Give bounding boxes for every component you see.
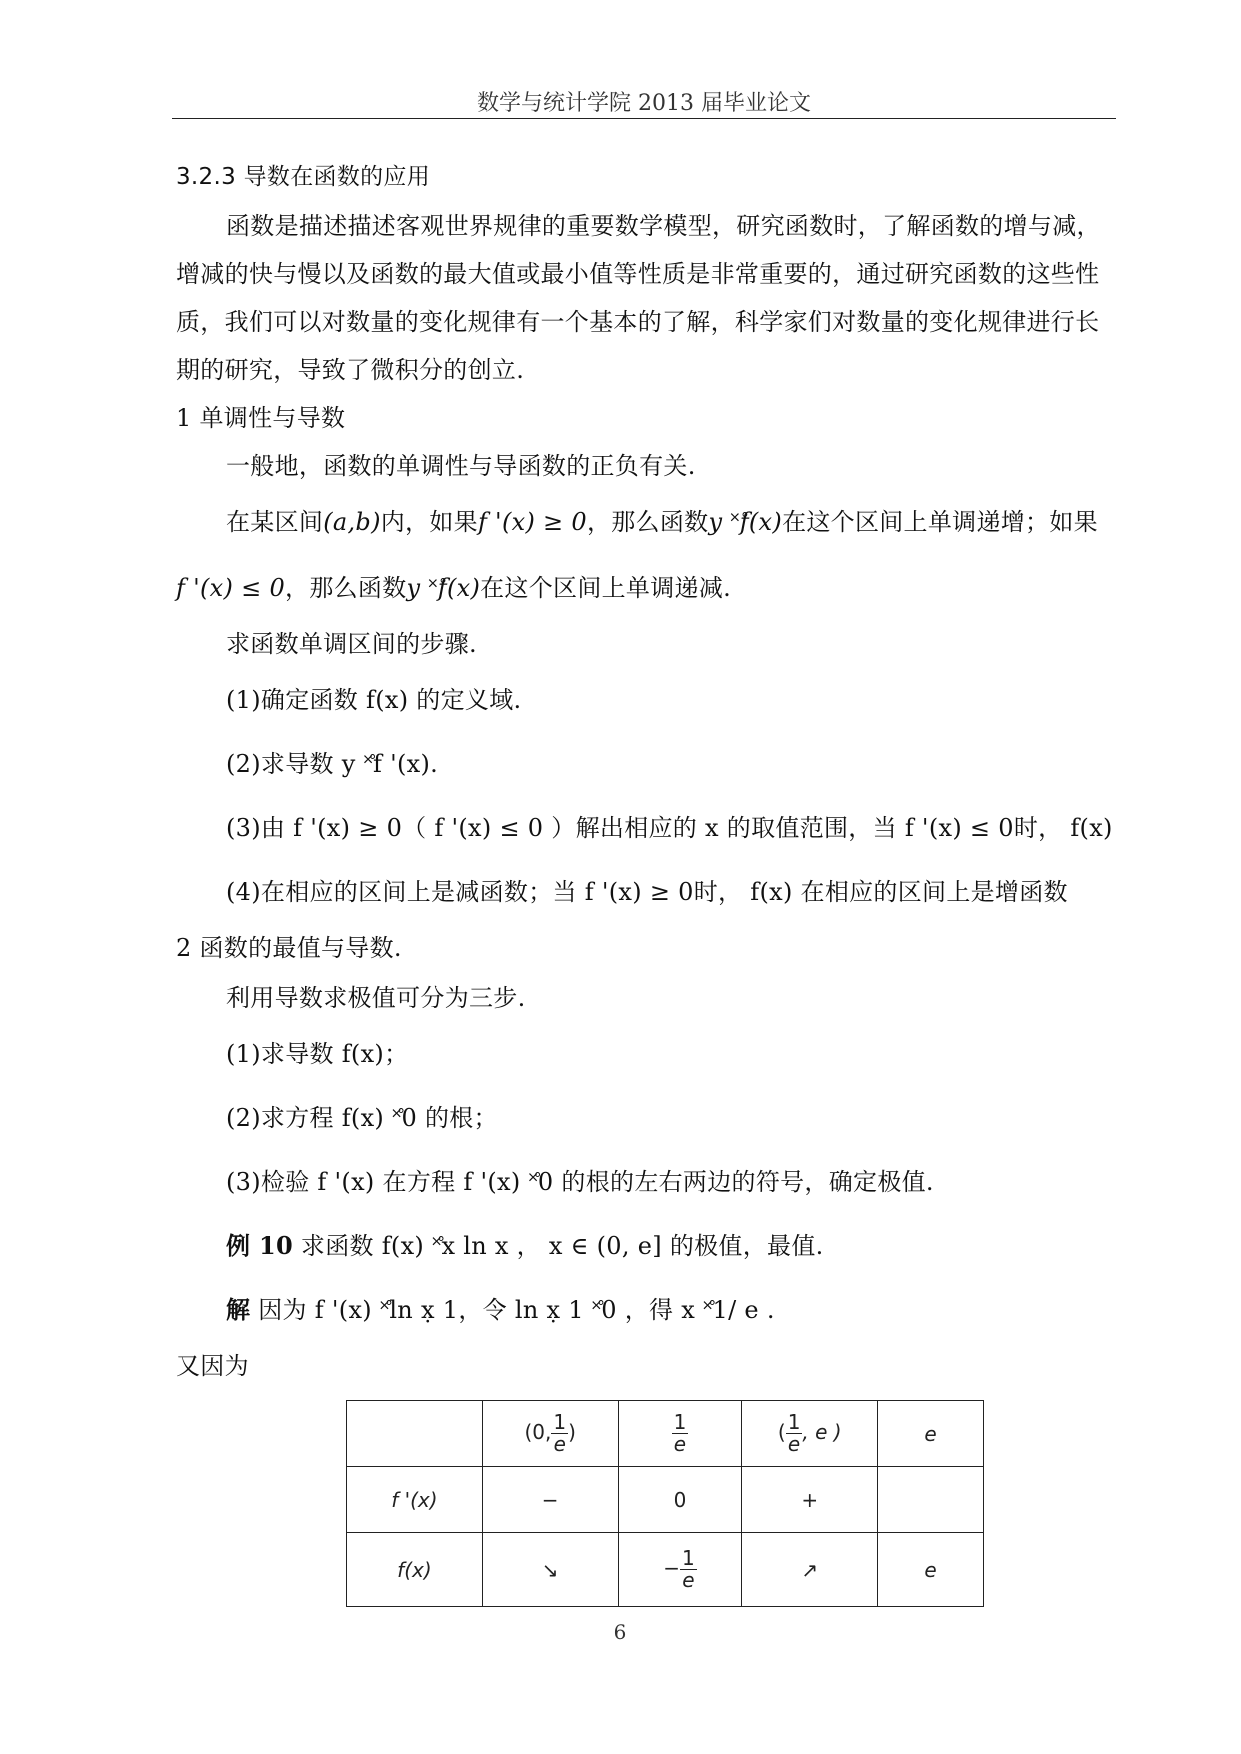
part2-paragraph-1: 利用导数求极值可分为三步. <box>226 984 526 1012</box>
row-label-function: f(x) <box>347 1533 483 1607</box>
increase-arrow-icon: ↗ <box>742 1533 878 1607</box>
row-label-derivative: f '(x) <box>347 1467 483 1533</box>
part1-title: 1 单调性与导数 <box>176 404 346 432</box>
solution-label: 解 <box>226 1295 251 1324</box>
running-header: 数学与统计学院 2013 届毕业论文 <box>477 91 811 116</box>
table-cell-min-value: − $\frac{1}{e}$ <box>618 1533 742 1607</box>
table-cell-point <box>618 1401 742 1467</box>
again-because: 又因为 <box>176 1352 249 1380</box>
fraction: $\frac{1}{e}$ <box>787 1410 801 1456</box>
step-1: (1)确定函数 f(x) 的定义域. <box>226 686 522 714</box>
intro-line-3: 质，我们可以对数量的变化规律有一个基本的了解，科学家们对数量的变化规律进行长 <box>176 308 1100 336</box>
table-cell-endpoint: e <box>878 1401 984 1467</box>
fraction: $\frac{1}{e}$ <box>681 1546 695 1592</box>
table-cell: 0 <box>618 1467 742 1533</box>
fraction: $\frac{1}{e}$ <box>673 1410 687 1456</box>
part1-paragraph-2a <box>226 502 1098 537</box>
part1-paragraph-1: 一般地，函数的单调性与导函数的正负有关. <box>226 452 696 480</box>
part2-step-1: (1)求导数 f(x)； <box>226 1040 409 1068</box>
function-formula: y ˟̊f(x) <box>406 574 481 602</box>
intro-line-2: 增减的快与慢以及函数的最大值或最小值等性质是非常重要的，通过研究函数的这些性 <box>176 260 1100 288</box>
text-fragment: 在这个区间上单调递增；如果 <box>782 508 1098 536</box>
step-2: (2)求导数 y ˟̊f '(x). <box>226 750 439 778</box>
text-fragment: ，那么函数 <box>285 574 407 602</box>
function-formula: y ˟̊f(x) <box>708 508 783 536</box>
table-cell-empty <box>347 1401 483 1467</box>
page-number: 6 <box>613 1620 627 1644</box>
fraction: $\frac{1}{e}$ <box>553 1410 567 1456</box>
section-heading: 3.2.3 导数在函数的应用 <box>176 164 431 190</box>
table-cell: − <box>482 1467 618 1533</box>
part1-paragraph-2b <box>176 568 731 603</box>
table-cell-interval-1: (0, $\frac{1}{e}$ ) <box>482 1401 618 1467</box>
text-fragment: 在这个区间上单调递减. <box>480 574 732 602</box>
text-fragment: 内，如果 <box>380 508 478 536</box>
part2-title: 2 函数的最值与导数. <box>176 934 402 962</box>
steps-title: 求函数单调区间的步骤. <box>226 630 477 658</box>
table-cell: e <box>878 1533 984 1607</box>
step-4: (4)在相应的区间上是减函数；当 f '(x) ≥ 0时， f(x) 在相应的区间上是增函数 <box>226 878 1068 906</box>
part2-step-2: (2)求方程 f(x) ˟̊0 的根； <box>226 1104 498 1132</box>
interval-formula: (a,b) <box>323 508 381 536</box>
solution <box>226 1290 775 1325</box>
table-row-derivative <box>347 1467 984 1533</box>
intro-line-1: 函数是描述描述客观世界规律的重要数学模型，研究函数时，了解函数的增与减， <box>226 212 1101 240</box>
derivative-condition: f '(x) ≤ 0 <box>176 574 286 602</box>
table-header-row <box>347 1401 984 1467</box>
text-fragment: 在某区间 <box>226 508 324 536</box>
decrease-arrow-icon: ↘ <box>482 1533 618 1607</box>
table-row-function <box>347 1533 984 1607</box>
table-cell <box>878 1467 984 1533</box>
example-label: 例 10 <box>226 1231 293 1260</box>
table-cell-interval-2: ( $\frac{1}{e}$ , e ) <box>742 1401 878 1467</box>
header-rule <box>172 118 1116 119</box>
part2-step-3: (3)检验 f '(x) 在方程 f '(x) ˟̊0 的根的左右两边的符号，确定极值. <box>226 1168 934 1196</box>
solution-text: 因为 f '(x) ˟̊ln x̣ 1，令 ln x̣ 1 ˟̊0 ，得 x ˟̊1/ e . <box>250 1296 775 1324</box>
intro-line-4: 期的研究，导致了微积分的创立. <box>176 356 525 384</box>
example-10 <box>226 1226 824 1261</box>
sign-table <box>346 1400 984 1607</box>
table-cell: + <box>742 1467 878 1533</box>
example-text: 求函数 f(x) ˟̊x ln x ， x ∈ (0, e] 的极值，最值. <box>292 1232 824 1260</box>
step-3: (3)由 f '(x) ≥ 0（ f '(x) ≤ 0 ）解出相应的 x 的取值范围，当 f '(x) ≤ 0时， f(x) <box>226 814 1113 842</box>
derivative-condition: f '(x) ≥ 0 <box>477 508 587 536</box>
text-fragment: ，那么函数 <box>586 508 709 536</box>
